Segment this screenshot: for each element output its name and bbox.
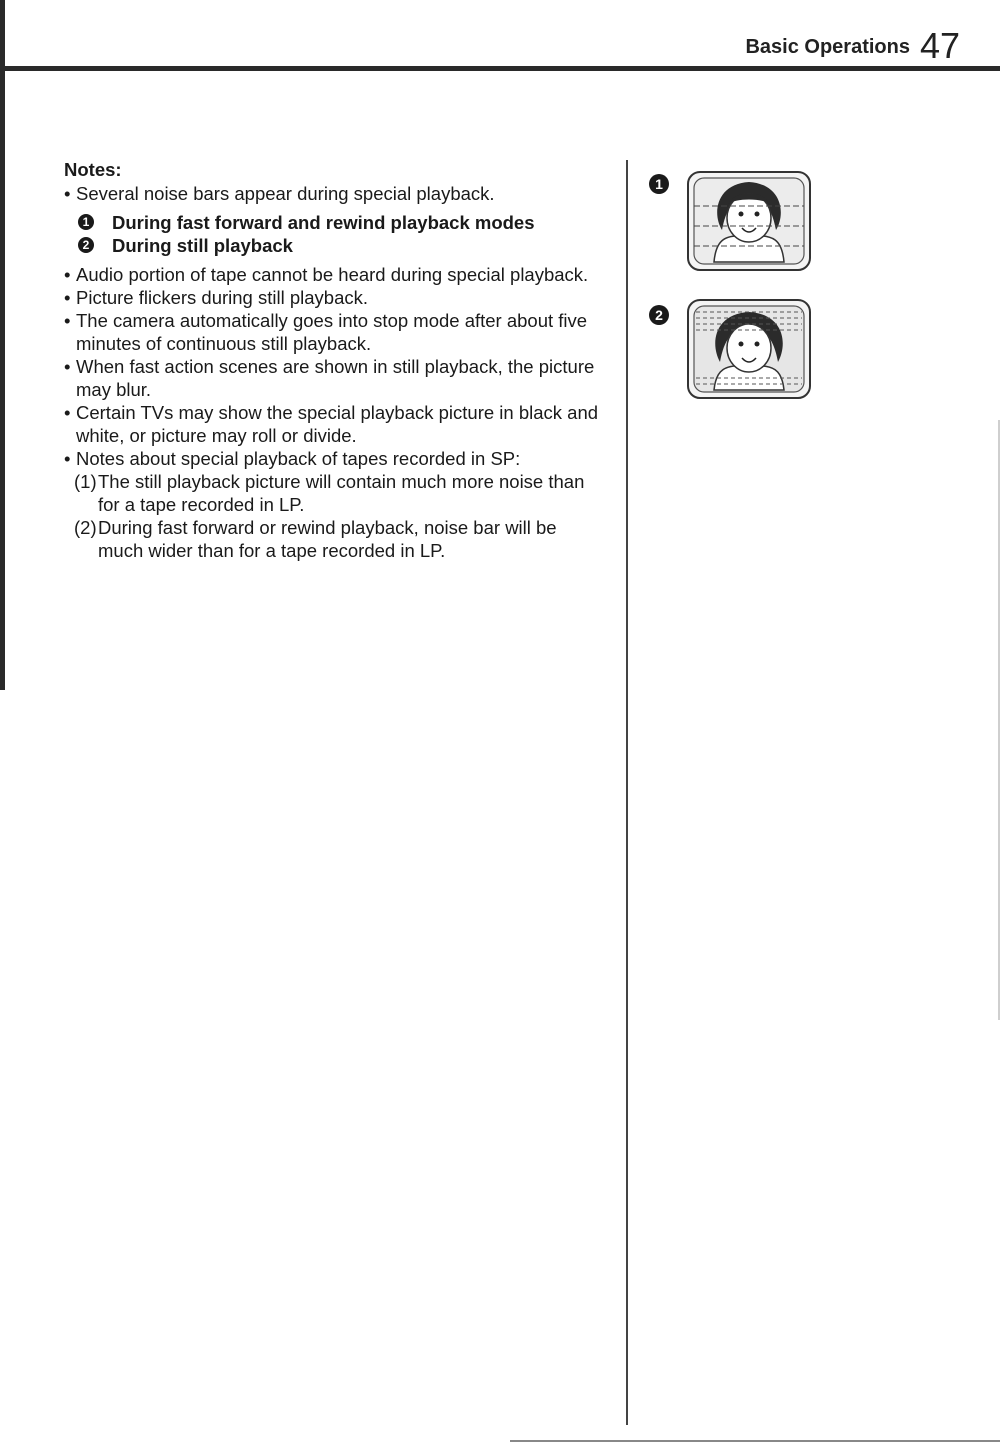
column-divider xyxy=(626,160,628,1425)
number-1-icon: 1 xyxy=(78,214,94,230)
note-tv-display: • Certain TVs may show the special playback picture in black and white, or picture may roll or divide. xyxy=(64,401,604,447)
page-header xyxy=(0,0,1000,75)
number-2-icon: 2 xyxy=(78,237,94,253)
mode-item-still xyxy=(76,234,604,257)
figure-1-badge-icon: 1 xyxy=(649,174,669,194)
page-binding-edge xyxy=(0,0,5,690)
sp-notes-list xyxy=(64,470,604,562)
sp-note-item xyxy=(74,470,604,516)
bottom-rule xyxy=(510,1440,1000,1442)
note-sp-tapes: • Notes about special playback of tapes recorded in SP: xyxy=(64,447,604,470)
section-title: Basic Operations xyxy=(745,36,910,58)
note-flicker: • Picture flickers during still playback. xyxy=(64,286,604,309)
header-rule xyxy=(0,66,1000,71)
tv-noise-bars-fast-forward-icon xyxy=(686,170,812,272)
mode-label: During fast forward and rewind playback modes xyxy=(112,212,535,233)
sp-note-number: (1) xyxy=(74,471,97,492)
note-audio: • Audio portion of tape cannot be heard during special playback. xyxy=(64,263,604,286)
note-stop-mode: • The camera automatically goes into stop mode after about five minutes of continuous still playback. xyxy=(64,309,604,355)
notes-heading: Notes: xyxy=(64,159,122,180)
notes-intro: • Several noise bars appear during special playback. xyxy=(64,182,604,205)
tv-noise-still-playback-icon xyxy=(686,298,812,400)
mode-label: During still playback xyxy=(112,235,293,256)
sp-note-number: (2) xyxy=(74,517,97,538)
sp-note-item xyxy=(74,516,604,562)
page-number: 47 xyxy=(919,25,960,66)
figure-2-badge-icon: 2 xyxy=(649,305,669,325)
notes-section xyxy=(64,158,604,562)
sp-note-text: The still playback picture will contain much more noise than for a tape recorded in LP. xyxy=(98,471,585,515)
mode-item-fast-forward xyxy=(76,211,604,234)
playback-mode-list xyxy=(64,211,604,257)
note-blur: • When fast action scenes are shown in still playback, the picture may blur. xyxy=(64,355,604,401)
sp-note-text: During fast forward or rewind playback, noise bar will be much wider than for a tape recorded in LP. xyxy=(98,517,557,561)
